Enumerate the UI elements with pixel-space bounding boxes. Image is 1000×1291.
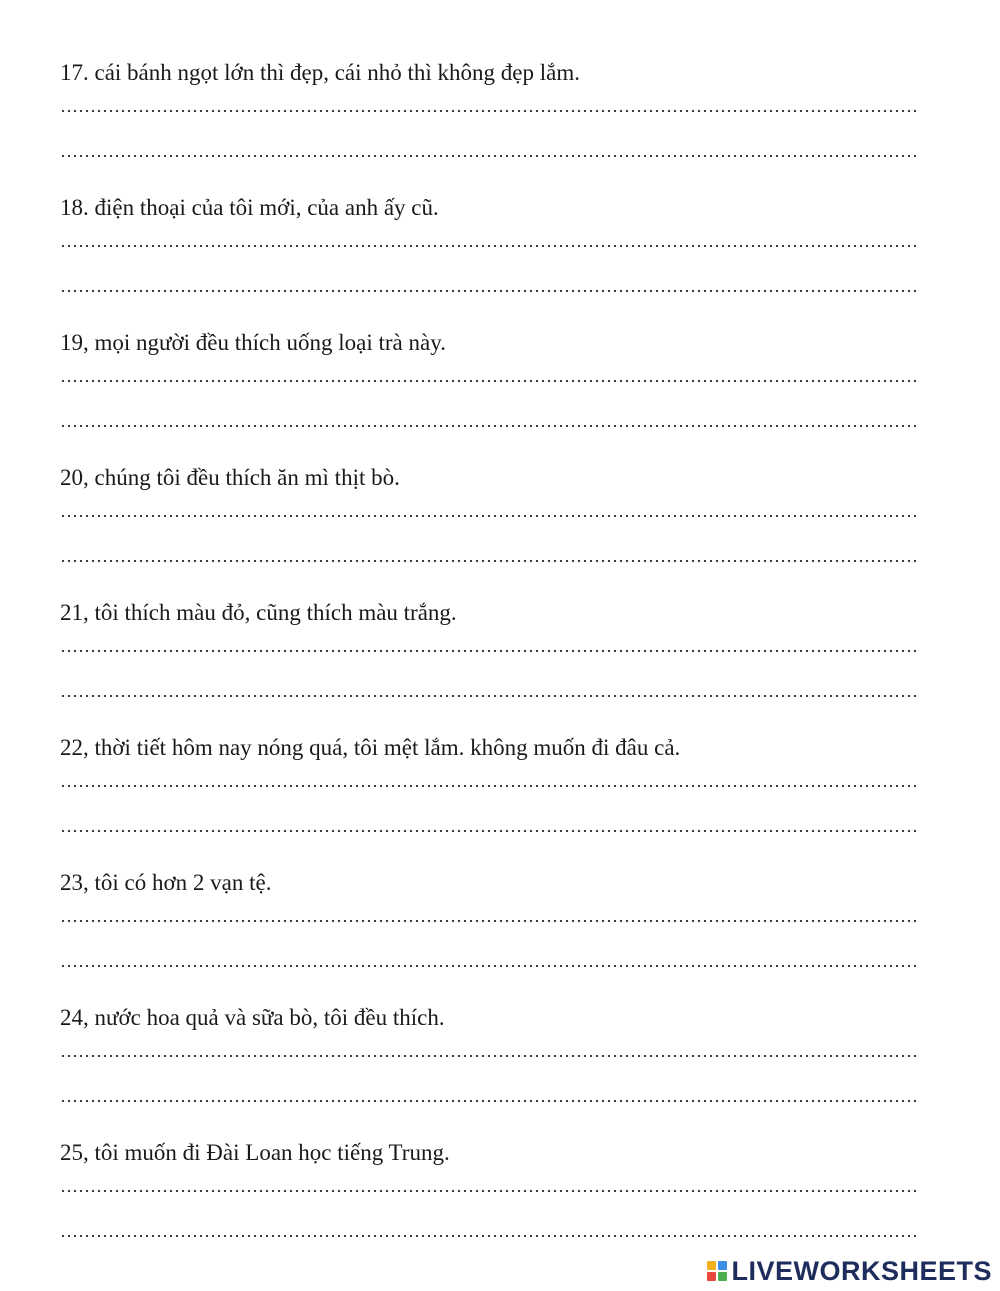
question-18-answer-line-2[interactable]: [60, 290, 918, 312]
question-18: [60, 193, 920, 312]
question-23-answer-line-1[interactable]: [60, 920, 918, 942]
logo-tile-1: [707, 1261, 716, 1270]
question-21-answer-line-2[interactable]: [60, 695, 918, 717]
question-17-answer-line-1[interactable]: [60, 110, 918, 132]
question-25: [60, 1138, 920, 1257]
question-24-answer-line-1[interactable]: [60, 1055, 918, 1077]
logo-tile-2: [718, 1261, 727, 1270]
question-19-answer-line-2[interactable]: [60, 425, 918, 447]
question-21: [60, 598, 920, 717]
question-24-answer-line-2[interactable]: [60, 1100, 918, 1122]
question-21-answer-line-1[interactable]: [60, 650, 918, 672]
logo-tile-4: [718, 1272, 727, 1281]
question-20-answer-line-1[interactable]: [60, 515, 918, 537]
liveworksheets-logo: [707, 1256, 992, 1286]
question-20-answer-line-2[interactable]: [60, 560, 918, 582]
question-23-answer-line-2[interactable]: [60, 965, 918, 987]
logo-brand-text: LIVEWORKSHEETS: [731, 1256, 992, 1286]
question-22-text: 22, thời tiết hôm nay nóng quá, tôi mệt lắm. không muốn đi đâu cả.: [60, 735, 681, 760]
question-17-answer-line-2[interactable]: [60, 155, 918, 177]
question-22: [60, 733, 920, 852]
question-19-answer-line-1[interactable]: [60, 380, 918, 402]
question-24: [60, 1003, 920, 1122]
logo-tiles-icon: [707, 1261, 727, 1281]
question-22-answer-line-1[interactable]: [60, 785, 918, 807]
question-20: [60, 463, 920, 582]
question-23-text: 23, tôi có hơn 2 vạn tệ.: [60, 870, 272, 895]
question-24-text: 24, nước hoa quả và sữa bò, tôi đều thích.: [60, 1005, 445, 1030]
logo-tile-3: [707, 1272, 716, 1281]
question-19-text: 19, mọi người đều thích uống loại trà này.: [60, 330, 446, 355]
question-19: [60, 328, 920, 447]
question-25-answer-line-2[interactable]: [60, 1235, 918, 1257]
question-23: [60, 868, 920, 987]
question-22-answer-line-2[interactable]: [60, 830, 918, 852]
question-18-text: 18. điện thoại của tôi mới, của anh ấy cũ.: [60, 195, 439, 220]
question-17: [60, 58, 920, 177]
question-25-answer-line-1[interactable]: [60, 1190, 918, 1212]
question-17-text: 17. cái bánh ngọt lớn thì đẹp, cái nhỏ thì không đẹp lắm.: [60, 60, 580, 85]
question-25-text: 25, tôi muốn đi Đài Loan học tiếng Trung.: [60, 1140, 450, 1165]
question-21-text: 21, tôi thích màu đỏ, cũng thích màu trắng.: [60, 600, 457, 625]
question-18-answer-line-1[interactable]: [60, 245, 918, 267]
question-20-text: 20, chúng tôi đều thích ăn mì thịt bò.: [60, 465, 400, 490]
